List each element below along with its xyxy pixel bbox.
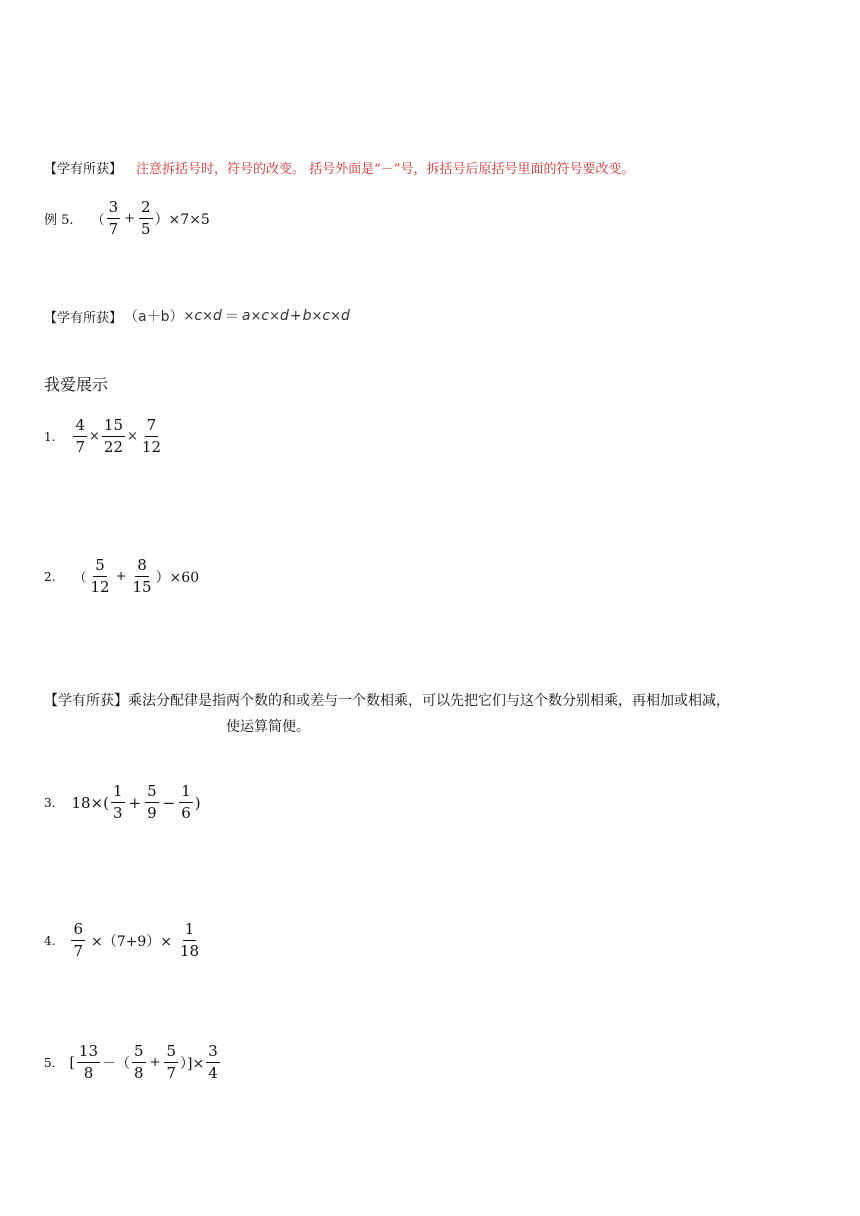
expression-middle: ×（7+9）× [91,933,173,950]
learning-note-2 [44,306,350,326]
note-line-2: 使运算简便。 [226,719,310,735]
numerator: 5 [93,558,107,577]
open-bracket: [ [69,1054,75,1071]
times-sign: × [311,308,323,324]
expression-lead: 18×( [71,793,109,812]
fraction-3-4 [206,1044,220,1081]
problem-number: 2. [44,569,56,584]
note-tag: 【学有所获】 [44,162,123,177]
open-paren: （ [91,213,105,228]
denominator: 12 [141,438,161,456]
note-tag: 【学有所获】 [44,310,123,326]
numerator: 3 [107,200,121,219]
numerator: 5 [145,784,159,803]
var-d: d [280,308,289,324]
denominator: 4 [208,1064,218,1082]
var-d: d [213,308,222,324]
fraction-2-5 [139,200,153,237]
problem-4 [44,922,203,959]
problem-number: 1. [44,429,56,444]
expression-tail: ）]× [180,1055,205,1072]
learning-note-1 [44,158,634,177]
numerator: 13 [77,1044,100,1063]
fraction-15-22 [102,418,125,455]
numerator: 15 [102,418,125,437]
expression-tail: ）×60 [155,569,200,586]
fraction-5-12 [88,558,111,595]
denominator: 7 [75,438,85,456]
problem-2 [44,558,199,595]
denominator: 22 [103,438,123,456]
times-sign: × [89,429,100,444]
fraction-1-18 [178,922,201,959]
plus-sign: + [128,793,142,812]
open-paren: （ [73,571,87,586]
denominator: 7 [73,942,83,960]
var-c: c [261,308,270,324]
numerator: 8 [135,558,149,577]
plus-sign: + [115,569,127,584]
var-a: a [241,308,251,324]
numerator: 4 [73,418,87,437]
minus-sign: − [162,793,176,812]
fraction-6-7 [71,922,85,959]
section-title: 我爱展示 [44,375,109,394]
note-line-1: 乘法分配律是指两个数的和或差与一个数相乘，可以先把它们与这个数分别相乘，再相加或相减， [128,693,730,709]
var-c: c [194,308,203,324]
denominator: 9 [147,804,157,822]
learning-note-3 [44,690,730,710]
expression-tail: ）×7×5 [154,211,210,228]
numerator: 2 [139,200,153,219]
numerator: 1 [111,784,125,803]
denominator: 3 [112,804,123,822]
plus-sign: + [124,211,136,226]
times-sign: × [269,308,280,324]
plus-sign: + [289,308,302,324]
var-c: c [322,308,331,324]
fraction-7-12 [140,418,163,455]
fraction-3-7 [107,200,121,237]
note-text: 注意拆括号时，符号的改变。 括号外面是“－”号，拆括号后原括号里面的符号要改变。 [136,162,635,177]
var-b: b [302,308,312,324]
example-5 [44,200,210,237]
times-sign: × [127,429,138,444]
fraction-8-15 [130,558,153,595]
problem-5 [44,1044,222,1081]
plus-sign: + [149,1055,161,1070]
numerator: 5 [132,1044,146,1063]
fraction-5-7 [164,1044,178,1081]
denominator: 8 [134,1064,144,1082]
fraction-5-8 [132,1044,146,1081]
expression-middle: －（ [102,1055,131,1072]
times-sign: × [250,308,262,324]
times-sign: × [330,308,342,324]
numerator: 7 [145,418,159,437]
denominator: 6 [181,804,191,822]
denominator: 18 [180,942,200,960]
times-sign: × [183,308,195,324]
denominator: 12 [90,578,110,596]
denominator: 15 [132,578,152,596]
problem-number: 4. [44,933,56,948]
denominator: 7 [108,220,119,238]
note-tag: 【学有所获】 [44,693,128,709]
denominator: 8 [83,1064,94,1082]
fraction-4-7 [73,418,87,455]
numerator: 6 [71,922,85,941]
times-sign: × [202,308,213,324]
numerator: 1 [183,922,197,941]
problem-1 [44,418,165,455]
problem-number: 3. [44,795,56,810]
denominator: 7 [166,1064,177,1082]
var-d: d [341,308,350,324]
numerator: 5 [164,1044,178,1063]
fraction-5-9 [145,784,159,821]
fraction-13-8 [77,1044,100,1081]
fraction-1-3 [111,784,125,821]
numerator: 1 [179,784,193,803]
fraction-1-6 [179,784,193,821]
numerator: 3 [206,1044,220,1063]
denominator: 5 [141,220,151,238]
equals-sign: ＝ [224,309,239,325]
close-paren: ) [194,793,201,812]
formula-open: （a＋b） [124,309,184,325]
example-label: 例 5. [44,213,74,228]
problem-3 [44,784,201,821]
problem-number: 5. [44,1055,56,1070]
